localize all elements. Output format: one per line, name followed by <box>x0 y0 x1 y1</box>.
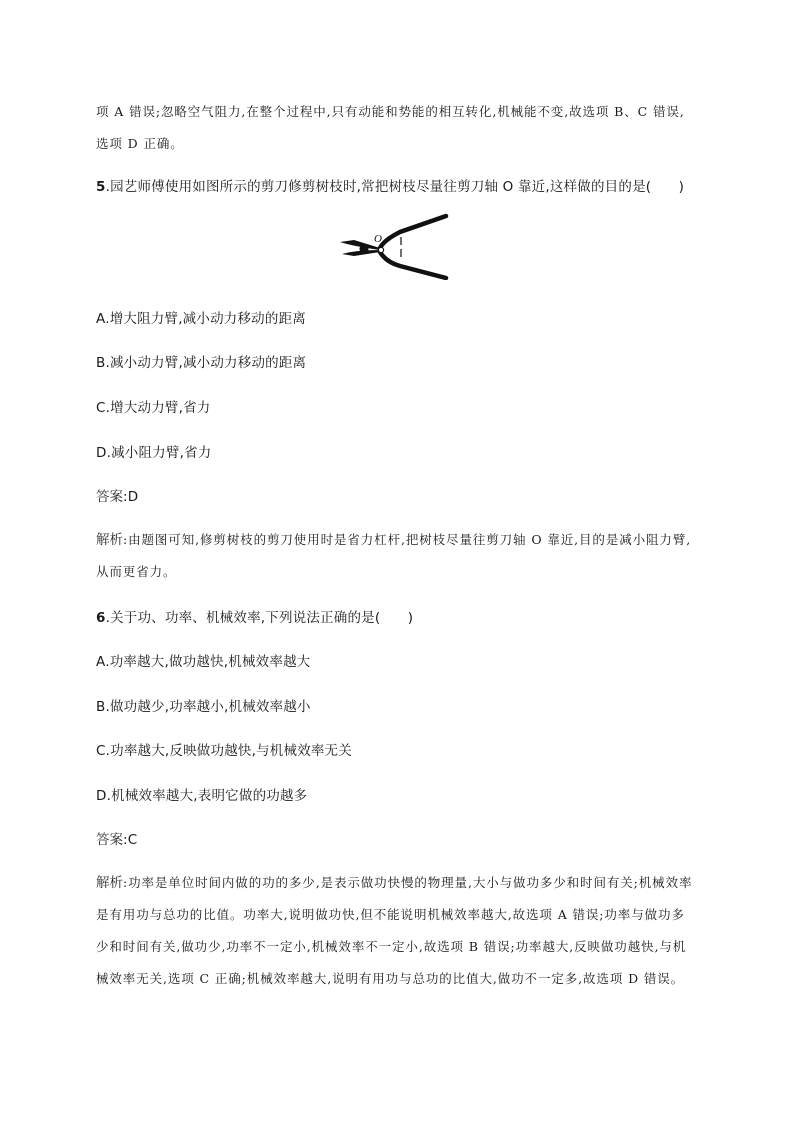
question-5-stem <box>96 178 696 196</box>
option-6b: B.做功越少,功率越小,机械效率越小 <box>96 699 311 715</box>
answer-6 <box>96 831 696 849</box>
question-number: 6 <box>96 610 106 626</box>
answer-label: 答案 <box>96 489 123 505</box>
analysis-label: 解析 <box>96 875 123 891</box>
answer-5 <box>96 488 696 506</box>
question-number: 5 <box>96 179 106 195</box>
scissors-diagram <box>338 212 452 280</box>
analysis-5 <box>96 524 696 588</box>
question-6-stem <box>96 609 696 627</box>
option-5d: D.减小阻力臂,省力 <box>96 445 212 461</box>
question-text: .园艺师傅使用如图所示的剪刀修剪树枝时,常把树枝尽量往剪刀轴 O 靠近,这样做的目的是( ) <box>105 179 685 195</box>
answer-label: 答案 <box>96 832 123 848</box>
option-6d: D.机械效率越大,表明它做的功越多 <box>96 788 308 804</box>
option-5c: C.增大动力臂,省力 <box>96 400 211 416</box>
option-6c: C.功率越大,反映做功越快,与机械效率无关 <box>96 743 352 759</box>
prev-explanation-tail: 项 A 错误;忽略空气阻力,在整个过程中,只有动能和势能的相互转化,机械能不变,故选项 B、C 错误,选项 D 正确。 <box>96 104 685 151</box>
answer-value: :D <box>123 489 139 505</box>
analysis-text: :由题图可知,修剪树枝的剪刀使用时是省力杠杆,把树枝尽量往剪刀轴 O 靠近,目的是减小阻力臂,从而更省力。 <box>96 532 692 579</box>
option-5b: B.减小动力臂,减小动力移动的距离 <box>96 355 307 371</box>
answer-value: :C <box>123 832 138 848</box>
analysis-label: 解析 <box>96 532 123 548</box>
option-5a: A.增大阻力臂,减小动力移动的距离 <box>96 311 306 327</box>
analysis-6 <box>96 867 696 995</box>
pivot-label: O <box>374 233 382 245</box>
option-6a: A.功率越大,做功越快,机械效率越大 <box>96 654 311 670</box>
analysis-text: :功率是单位时间内做的功的多少,是表示做功快慢的物理量,大小与做功多少和时间有关;机械效率是有用功与总功的比值。功率大,说明做功快,但不能说明机械效率越大,故选项 A 错误;功率与做功多少和时间有关,做功少,功率不一定小,机械效率不一定小,故选项 B 错误;功率越大,反映做功越快,与机械效率无关,选项 C 正确;机械效率越大,说明有用功与总功的比值大,做功不一定多,故选项 D 错误。 <box>96 875 693 986</box>
question-text: .关于功、功率、机械效率,下列说法正确的是( ) <box>105 610 414 626</box>
